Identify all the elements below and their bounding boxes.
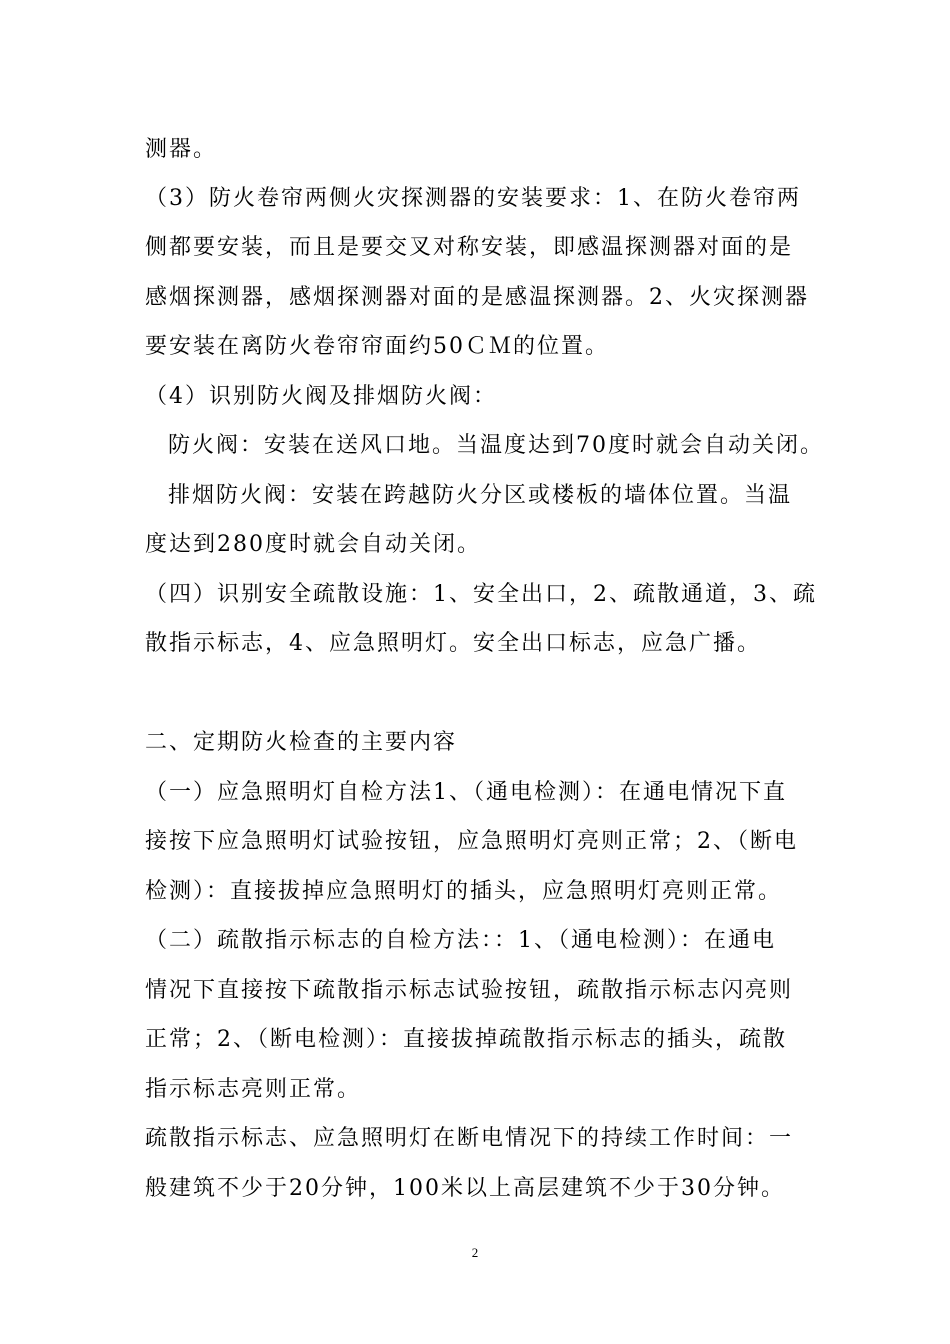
text-line: 接按下应急照明灯试验按钮，应急照明灯亮则正常；2、（断电 bbox=[145, 829, 798, 854]
text-line: 散指示标志，4、应急照明灯。安全出口标志，应急广播。 bbox=[145, 631, 761, 656]
text-line: 感烟探测器，感烟探测器对面的是感温探测器。2、火灾探测器 bbox=[145, 285, 809, 310]
text-line: 情况下直接按下疏散指示标志试验按钮，疏散指示标志闪亮则 bbox=[145, 978, 794, 1003]
text-line: （一）应急照明灯自检方法1、（通电检测）：在通电情况下直 bbox=[145, 780, 787, 805]
text-line: 要安装在离防火卷帘帘面约50ＣＭ的位置。 bbox=[145, 334, 609, 359]
section-heading: 二、定期防火检查的主要内容 bbox=[145, 730, 458, 755]
text-line: 排烟防火阀：安装在跨越防火分区或楼板的墙体位置。当温 bbox=[168, 483, 793, 508]
text-line: 度达到280度时就会自动关闭。 bbox=[145, 532, 481, 557]
text-line: 测器。 bbox=[145, 137, 218, 162]
text-line: （四）识别安全疏散设施：1、安全出口，2、疏散通道，3、疏 bbox=[145, 582, 817, 607]
text-line: （二）疏散指示标志的自检方法：：1、（通电检测）：在通电 bbox=[145, 928, 776, 953]
text-line: 指示标志亮则正常。 bbox=[145, 1077, 362, 1102]
text-line: 检测）：直接拔掉应急照明灯的插头，应急照明灯亮则正常。 bbox=[145, 879, 783, 904]
text-line: 疏散指示标志、应急照明灯在断电情况下的持续工作时间：一 bbox=[145, 1126, 794, 1151]
text-line: 正常；2、（断电检测）：直接拔掉疏散指示标志的插头，疏散 bbox=[145, 1027, 787, 1052]
page-number: 2 bbox=[471, 1245, 479, 1260]
text-line: （3）防火卷帘两侧火灾探测器的安装要求：1、在防火卷帘两 bbox=[145, 186, 801, 211]
text-line: 防火阀：安装在送风口地。当温度达到70度时就会自动关闭。 bbox=[168, 433, 824, 458]
text-line: 般建筑不少于20分钟，100米以上高层建筑不少于30分钟。 bbox=[145, 1176, 785, 1201]
text-line: 侧都要安装，而且是要交叉对称安装，即感温探测器对面的是 bbox=[145, 235, 794, 260]
text-line: （4）识别防火阀及排烟防火阀： bbox=[145, 384, 497, 409]
